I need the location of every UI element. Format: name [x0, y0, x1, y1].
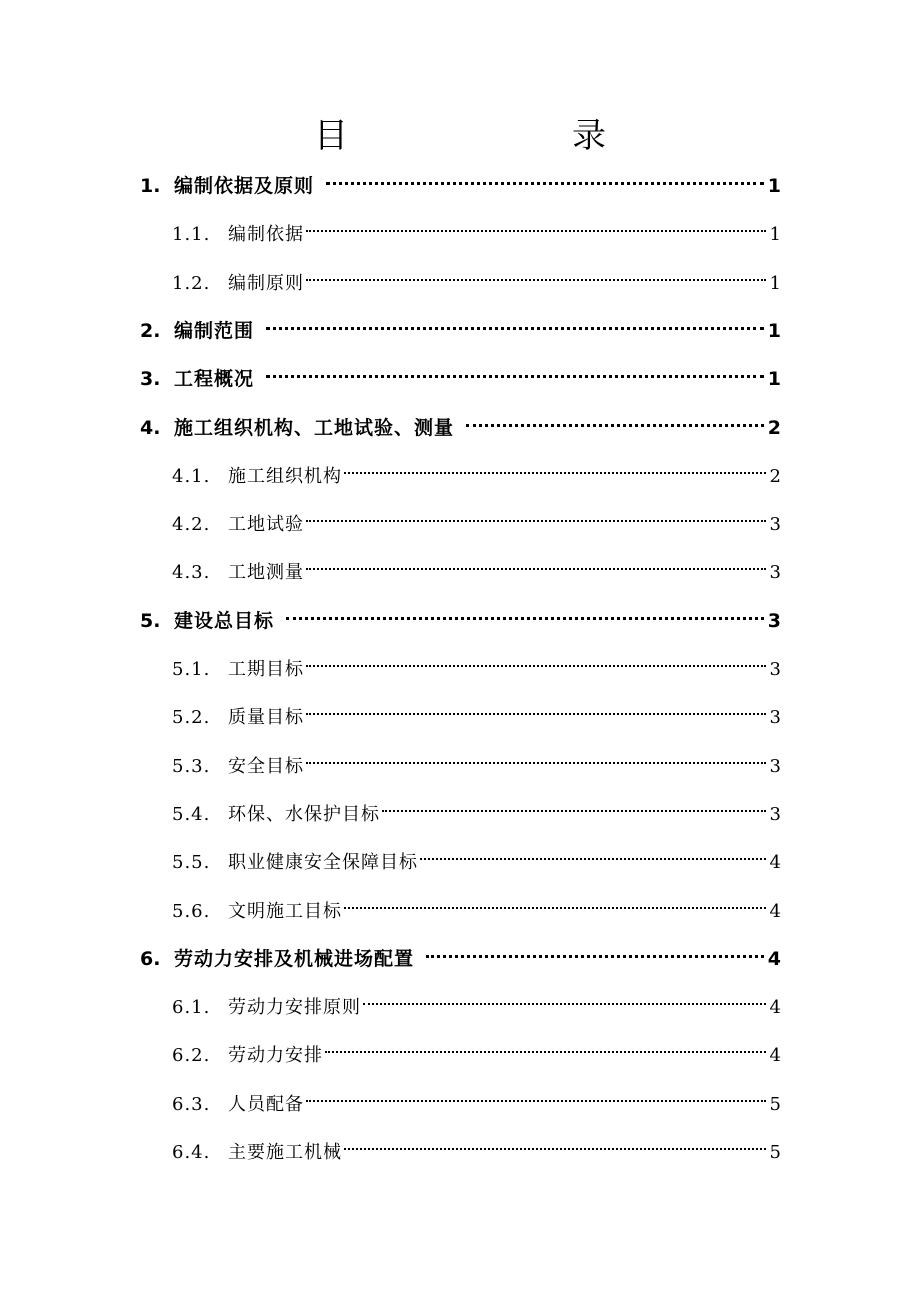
toc-entry-title: 质量目标	[228, 707, 304, 729]
toc-entry-section[interactable]	[172, 983, 781, 1019]
toc-entry-number: 5.1.	[172, 659, 211, 680]
toc-entry-title: 编制依据	[228, 224, 304, 246]
toc-entry-section[interactable]	[172, 1031, 781, 1067]
toc-entry-number: 5.5.	[172, 852, 211, 874]
toc-entry-title: 工地试验	[228, 514, 304, 536]
toc-title: 目 录	[314, 116, 658, 156]
toc-entry-section[interactable]	[172, 790, 781, 825]
toc-entry-page-number: 4	[769, 852, 781, 874]
toc-entry-section[interactable]	[172, 887, 781, 922]
toc-entry-title: 劳动力安排及机械进场配置	[174, 947, 415, 970]
toc-dot-leader	[286, 597, 764, 627]
toc-entry-number: 3.	[140, 368, 161, 391]
toc-dot-leader	[325, 1031, 766, 1061]
toc-entry-number: 4.2.	[172, 514, 211, 536]
toc-entry-section[interactable]	[172, 838, 781, 874]
toc-dot-leader	[266, 355, 764, 385]
toc-entry-page-number: 3	[769, 803, 781, 825]
toc-entry-title: 施工组织机构	[228, 465, 342, 487]
toc-entry-number: 6.2.	[172, 1045, 211, 1067]
toc-entry-section[interactable]	[172, 210, 781, 246]
toc-entry-title: 安全目标	[228, 755, 304, 777]
toc-entry-number: 4.3.	[172, 562, 211, 584]
toc-entry-chapter[interactable]	[140, 355, 781, 391]
toc-entry-page-number: 3	[769, 514, 781, 536]
toc-dot-leader	[326, 162, 764, 192]
toc-entry-chapter[interactable]	[140, 597, 781, 632]
toc-entry-title: 职业健康安全保障目标	[228, 852, 418, 874]
toc-entry-chapter[interactable]	[140, 307, 781, 342]
toc-entry-number: 1.1.	[172, 224, 211, 246]
toc-entry-number: 5.2.	[172, 707, 211, 729]
toc-entry-page-number: 5	[769, 1093, 781, 1115]
toc-dot-leader	[363, 983, 766, 1013]
toc-entry-page-number: 2	[769, 465, 781, 487]
toc-entry-page-number: 5	[769, 1142, 781, 1163]
toc-entry-number: 6.3.	[172, 1093, 211, 1115]
toc-entry-page-number: 3	[769, 659, 781, 680]
toc-entry-chapter[interactable]	[140, 404, 781, 439]
toc-entry-number: 6.4.	[172, 1142, 211, 1163]
toc-entry-title: 文明施工目标	[228, 900, 342, 922]
toc-entry-page-number: 1	[769, 272, 781, 294]
toc-entry-number: 6.	[140, 947, 161, 970]
toc-entry-section[interactable]	[172, 452, 781, 487]
toc-entry-page-number: 3	[769, 562, 781, 584]
toc-entry-number: 2.	[140, 319, 161, 342]
toc-entry-page-number: 3	[769, 707, 781, 729]
toc-entry-page-number: 1	[767, 319, 781, 342]
toc-entry-title: 主要施工机械	[228, 1142, 342, 1163]
toc-entry-section[interactable]	[172, 259, 781, 294]
toc-entry-page-number: 3	[769, 755, 781, 777]
toc-entry-page-number: 3	[767, 609, 781, 632]
toc-entry-number: 5.	[140, 609, 161, 632]
toc-entry-section[interactable]	[172, 1128, 781, 1163]
toc-dot-leader	[306, 548, 766, 578]
toc-dot-leader	[306, 210, 766, 240]
toc-entry-title: 人员配备	[228, 1093, 304, 1115]
toc-dot-leader	[344, 452, 766, 482]
toc-entry-page-number: 4	[769, 997, 781, 1019]
toc-entry-title: 编制范围	[174, 319, 255, 342]
toc-entry-number: 5.6.	[172, 900, 211, 922]
toc-entry-section[interactable]	[172, 645, 781, 680]
toc-entry-title: 编制原则	[228, 272, 304, 294]
toc-dot-leader	[344, 887, 766, 917]
toc-entry-title: 建设总目标	[174, 609, 275, 632]
toc-entry-page-number: 1	[767, 368, 781, 391]
toc-entry-title: 劳动力安排	[228, 1045, 323, 1067]
toc-entry-number: 1.2.	[172, 272, 211, 294]
toc-entry-title: 工期目标	[228, 659, 304, 680]
toc-entry-number: 4.	[140, 416, 161, 439]
toc-entry-section[interactable]	[172, 742, 781, 777]
toc-dot-leader	[306, 693, 766, 723]
toc-dot-leader	[382, 790, 766, 820]
toc-entry-page-number: 2	[767, 416, 781, 439]
toc-entry-title: 工程概况	[174, 368, 255, 391]
toc-entry-section[interactable]	[172, 1080, 781, 1115]
toc-entry-number: 4.1.	[172, 465, 211, 487]
toc-entry-page-number: 4	[769, 900, 781, 922]
toc-entry-chapter[interactable]	[140, 935, 781, 970]
toc-dot-leader	[420, 838, 766, 868]
toc-entry-section[interactable]	[172, 693, 781, 729]
toc-entry-title: 劳动力安排原则	[228, 997, 361, 1019]
toc-entry-title: 编制依据及原则	[174, 175, 315, 197]
toc-entry-number: 6.1.	[172, 997, 211, 1019]
toc-entry-page-number: 4	[767, 947, 781, 970]
toc-dot-leader	[306, 500, 766, 530]
toc-entry-number: 5.4.	[172, 803, 211, 825]
toc-entry-title: 环保、水保护目标	[228, 803, 380, 825]
toc-dot-leader	[266, 307, 764, 337]
toc-entry-page-number: 4	[769, 1045, 781, 1067]
toc-entry-title: 施工组织机构、工地试验、测量	[174, 416, 455, 439]
toc-entry-title: 工地测量	[228, 562, 304, 584]
toc-entry-page-number: 1	[769, 224, 781, 246]
toc-entry-section[interactable]	[172, 500, 781, 536]
toc-dot-leader	[426, 935, 764, 965]
toc-dot-leader	[306, 259, 766, 289]
toc-entry-chapter[interactable]	[140, 162, 781, 197]
toc-dot-leader	[344, 1128, 766, 1158]
toc-dot-leader	[306, 645, 766, 675]
toc-entry-section[interactable]	[172, 548, 781, 584]
toc-dot-leader	[306, 742, 766, 772]
toc-entry-number: 5.3.	[172, 755, 211, 777]
toc-dot-leader	[466, 404, 764, 434]
toc-dot-leader	[306, 1080, 766, 1110]
toc-entry-number: 1.	[140, 175, 161, 197]
toc-entry-page-number: 1	[767, 175, 781, 197]
